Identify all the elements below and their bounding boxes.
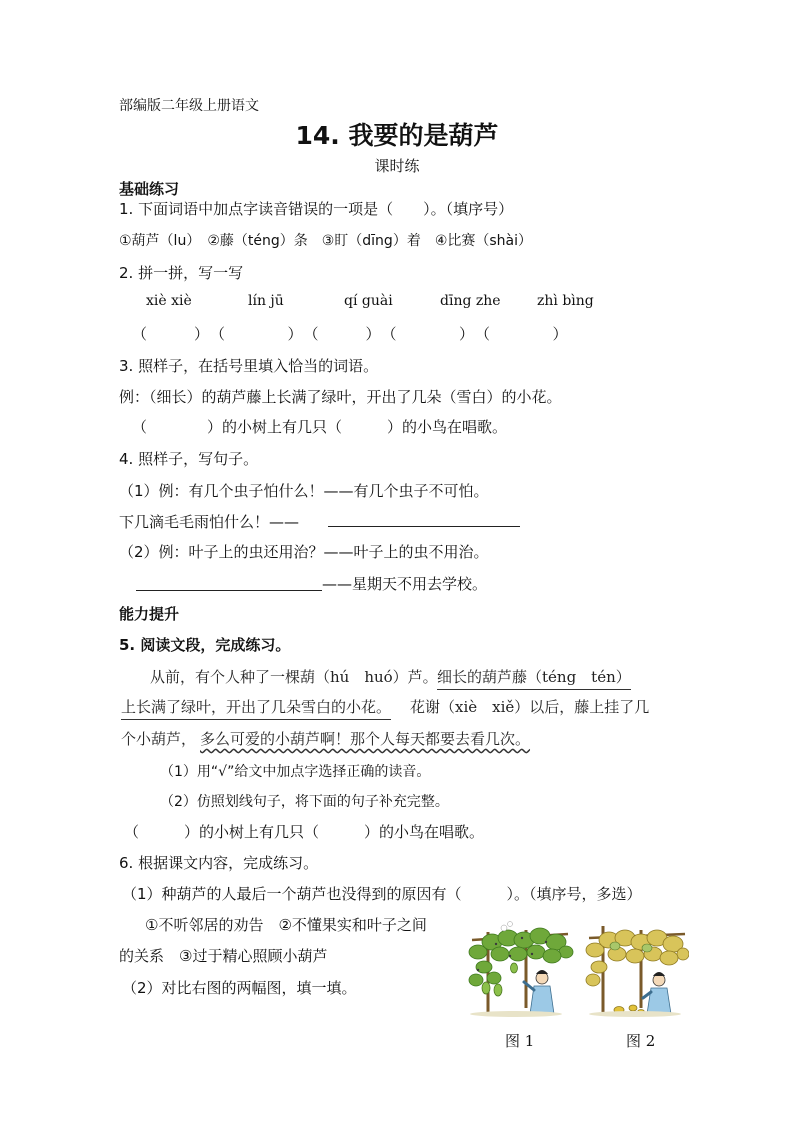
q4-part2-answer-line[interactable]: [136, 590, 322, 591]
q6-stem: 6. 根据课文内容，完成练习。: [119, 854, 319, 872]
edition-label: 部编版二年级上册语文: [119, 98, 259, 114]
q2-pinyin-5: zhì bìng: [537, 293, 594, 309]
q4-part2-task: ——星期天不用去学校。: [322, 575, 488, 593]
q5-passage-line1b: 细长的葫芦藤（téng tén）: [437, 666, 631, 690]
figure-1-caption: 图 1: [505, 1032, 535, 1050]
q6-sub2: （2）对比右图的两幅图，填一填。: [122, 979, 357, 997]
page-title: 14. 我要的是葫芦: [295, 121, 499, 150]
q2-stem: 2. 拼一拼，写一写: [119, 264, 244, 282]
q5-passage-line3a: 个小葫芦，: [121, 730, 197, 748]
q2-pinyin-4: dīng zhe: [440, 293, 501, 309]
q4-part1-answer-line[interactable]: [328, 526, 520, 527]
q4-part2-example: （2）例：叶子上的虫还用治？——叶子上的虫不用治。: [119, 543, 489, 561]
q6-options-a: ①不听邻居的劝告 ②不懂果实和叶子之间: [145, 916, 427, 934]
q2-pinyin-1: xiè xiè: [146, 293, 192, 309]
leaf-canopy: [469, 928, 573, 986]
q5-passage-line3b: 多么可爱的小葫芦啊！那个人每天都要去看几次。: [200, 730, 531, 748]
q4-stem: 4. 照样子，写句子。: [119, 450, 259, 468]
q5-stem: 5. 阅读文段，完成练习。: [119, 636, 291, 654]
q1-stem: 1. 下面词语中加点字读音错误的一项是（ ）。（填序号）: [119, 200, 514, 218]
q5-sub2-task[interactable]: （ ）的小树上有几只（ ）的小鸟在唱歌。: [124, 823, 485, 841]
person-figure: [524, 970, 554, 1014]
q3-example: 例：（细长）的葫芦藤上长满了绿叶，开出了几朵（雪白）的小花。: [119, 388, 562, 406]
q2-pinyin-3: qí guài: [344, 293, 393, 309]
q3-task[interactable]: （ ）的小树上有几只（ ）的小鸟在唱歌。: [132, 418, 508, 436]
figure-2-illustration: [585, 912, 689, 1018]
q4-part1-example: （1）例：有几个虫子怕什么！——有几个虫子不可怕。: [119, 482, 489, 500]
q5-passage-line2b: 花谢（xiè xiě）以后，藤上挂了几: [410, 698, 650, 716]
page-subtitle: 课时练: [374, 157, 420, 175]
section-heading-ability: 能力提升: [119, 605, 180, 623]
q5-sub2: （2）仿照划线句子，将下面的句子补充完整。: [160, 794, 449, 810]
q1-options: ①葫芦（lu） ②藤（téng）条 ③盯（dīng）着 ④比赛（shài）: [119, 233, 532, 249]
figure-1-illustration: [466, 912, 574, 1018]
section-heading-basic: 基础练习: [119, 180, 180, 198]
q4-part1-task: 下几滴毛毛雨怕什么！——: [119, 513, 300, 531]
q6-sub1: （1）种葫芦的人最后一个葫芦也没得到的原因有（ ）。（填序号，多选）: [122, 885, 642, 903]
q5-passage-line1a: 从前，有个人种了一棵葫（hú huó）芦。: [150, 668, 438, 686]
q3-stem: 3. 照样子，在括号里填入恰当的词语。: [119, 357, 379, 375]
q5-passage-line2a: 上长满了绿叶，开出了几朵雪白的小花。: [121, 696, 391, 720]
q6-options-b: 的关系 ③过于精心照顾小葫芦: [119, 947, 328, 965]
wilted-leaf-canopy: [586, 930, 689, 986]
q5-sub1: （1）用“√”给文中加点字选择正确的读音。: [160, 764, 431, 780]
q2-answer-brackets[interactable]: （ ） （ ） （ ） （ ） （ ）: [132, 325, 569, 343]
q2-pinyin-2: lín jū: [248, 293, 284, 309]
person-figure-2: [643, 972, 671, 1014]
figure-2-caption: 图 2: [626, 1032, 656, 1050]
